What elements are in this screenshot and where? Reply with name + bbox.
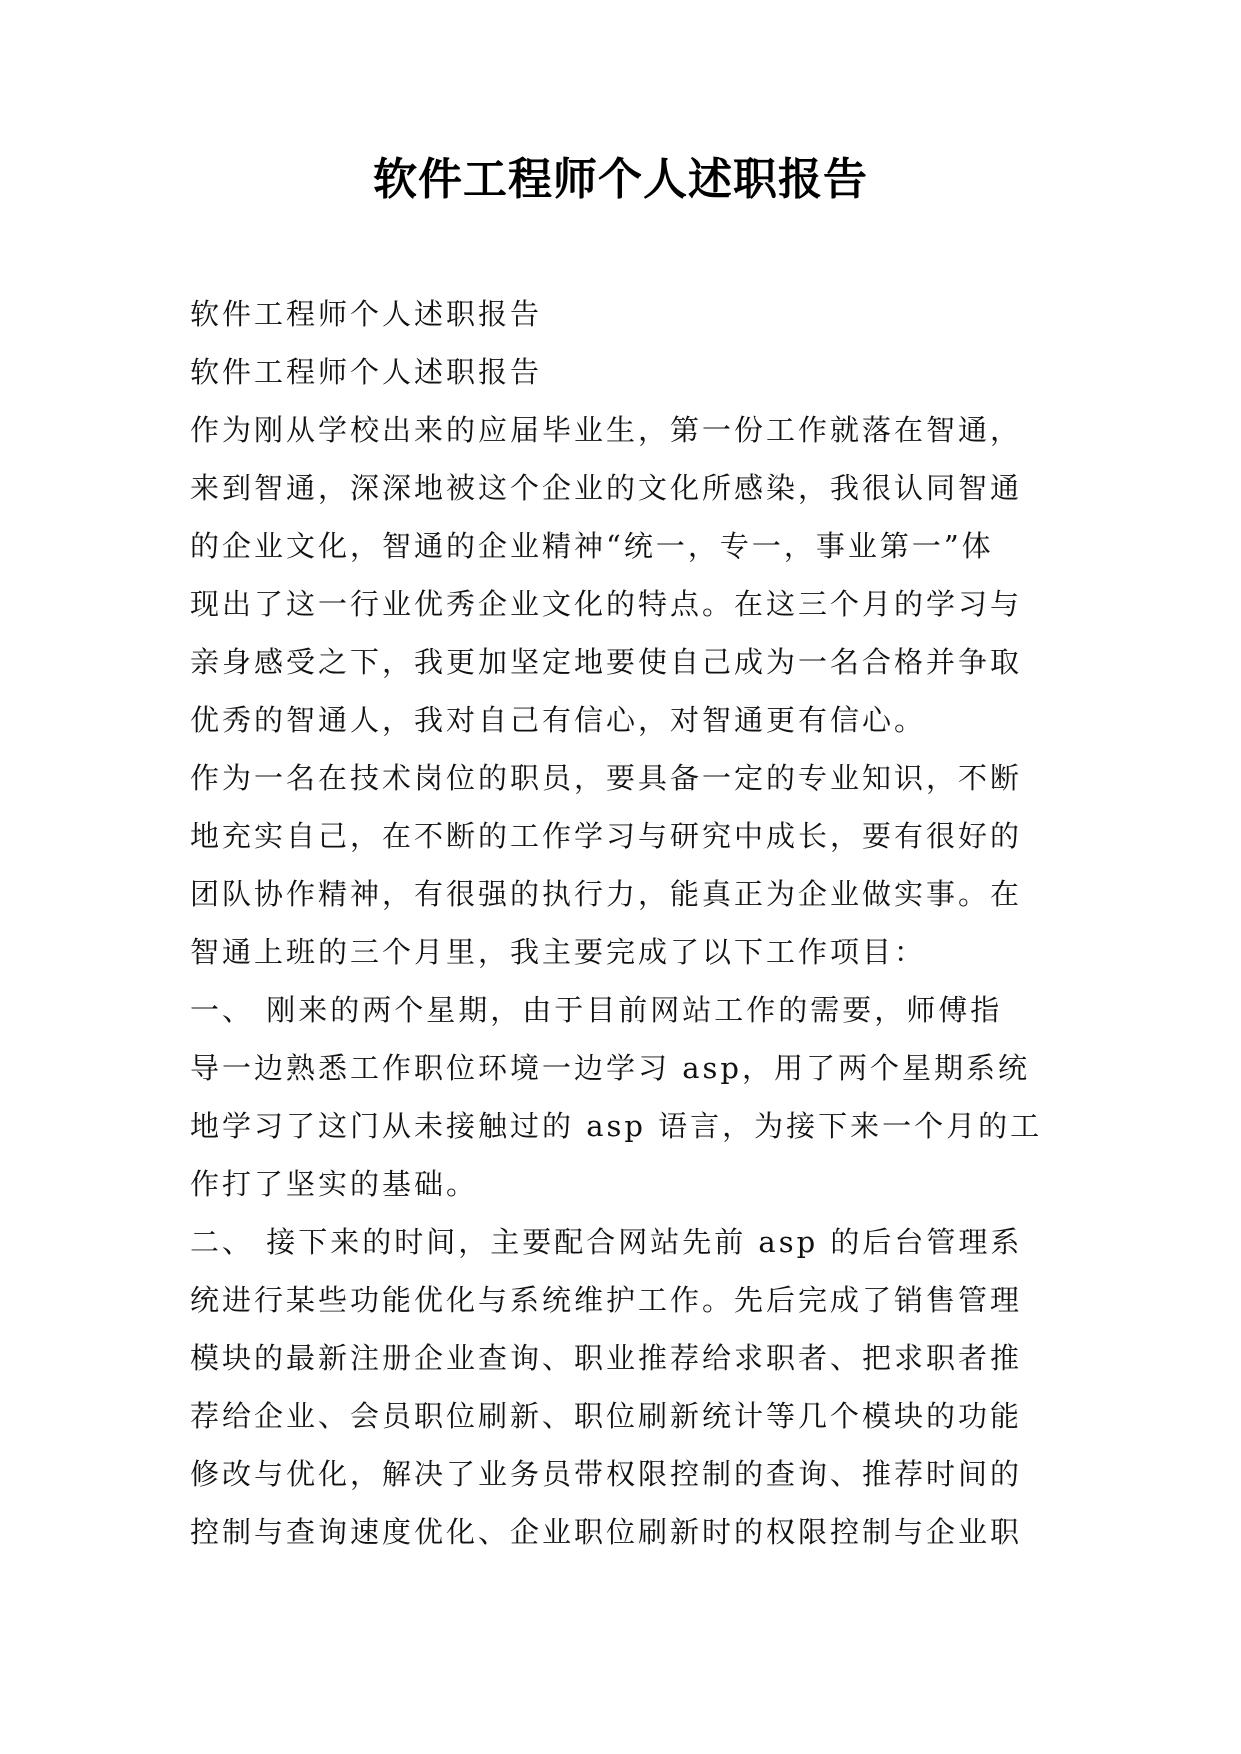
body-line: 控制与查询速度优化、企业职位刷新时的权限控制与企业职 <box>190 1515 1023 1549</box>
body-line: 地充实自己，在不断的工作学习与研究中成长，要有很好的 <box>190 819 1023 853</box>
body-line: 来到智通，深深地被这个企业的文化所感染，我很认同智通 <box>190 471 1023 505</box>
body-line: 一、 刚来的两个星期，由于目前网站工作的需要，师傅指 <box>190 993 1003 1027</box>
body-line: 软件工程师个人述职报告 <box>190 297 543 331</box>
body-line: 统进行某些功能优化与系统维护工作。先后完成了销售管理 <box>190 1283 1023 1317</box>
body-line: 荐给企业、会员职位刷新、职位刷新统计等几个模块的功能 <box>190 1399 1023 1433</box>
body-line: 作为一名在技术岗位的职员，要具备一定的专业知识，不断 <box>190 761 1023 795</box>
body-line: 作为刚从学校出来的应届毕业生，第一份工作就落在智通， <box>190 413 1023 447</box>
body-line: 作打了坚实的基础。 <box>190 1167 479 1201</box>
body-line: 现出了这一行业优秀企业文化的特点。在这三个月的学习与 <box>190 587 1023 621</box>
body-line: 智通上班的三个月里，我主要完成了以下工作项目： <box>190 935 927 969</box>
body-line: 的企业文化，智通的企业精神“统一，专一，事业第一”体 <box>190 529 994 563</box>
body-line: 亲身感受之下，我更加坚定地要使自己成为一名合格并争取 <box>190 645 1023 679</box>
body-line: 模块的最新注册企业查询、职业推荐给求职者、把求职者推 <box>190 1341 1023 1375</box>
body-line: 导一边熟悉工作职位环境一边学习 asp，用了两个星期系统 <box>190 1051 1030 1085</box>
body-line: 软件工程师个人述职报告 <box>190 355 543 389</box>
document-title: 软件工程师个人述职报告 <box>373 154 868 205</box>
document-body <box>190 285 1070 1561</box>
body-line: 优秀的智通人，我对自己有信心，对智通更有信心。 <box>190 703 927 737</box>
body-line: 地学习了这门从未接触过的 asp 语言，为接下来一个月的工 <box>190 1109 1043 1143</box>
body-line: 二、 接下来的时间，主要配合网站先前 asp 的后台管理系 <box>190 1225 1023 1259</box>
body-line: 修改与优化，解决了业务员带权限控制的查询、推荐时间的 <box>190 1457 1023 1491</box>
body-line: 团队协作精神，有很强的执行力，能真正为企业做实事。在 <box>190 877 1023 911</box>
